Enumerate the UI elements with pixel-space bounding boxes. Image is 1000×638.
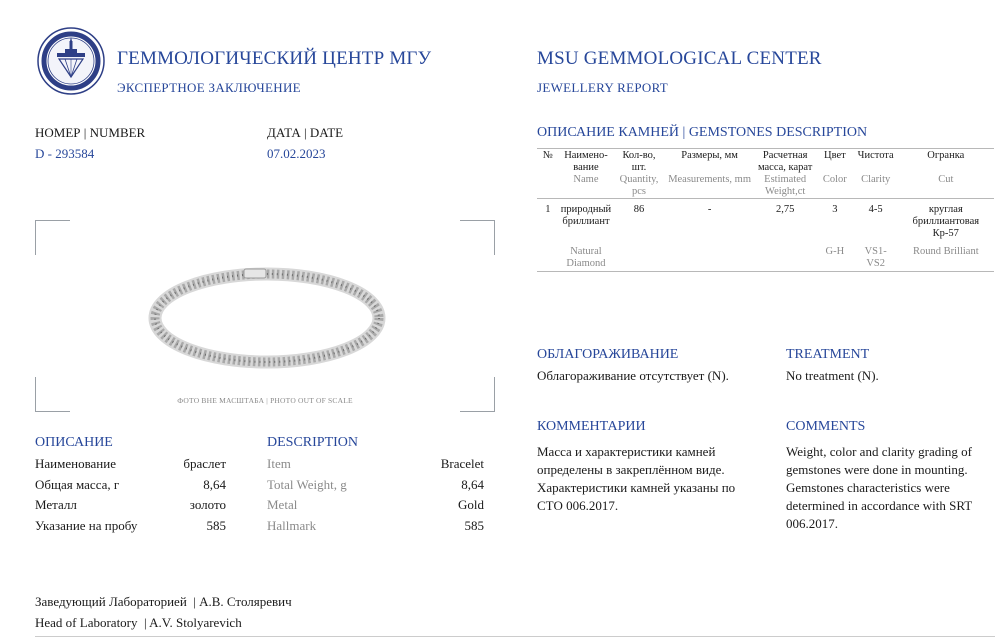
col-weight-header-en: Estimated Weight,ct [764,174,807,197]
desc-ru-label: Наименование [35,456,116,471]
col-size-header: Размеры, мм [665,149,754,175]
photo-frame [35,220,495,412]
desc-ru-value: золото [189,497,226,512]
desc-en-value: Gold [458,497,484,512]
treatment-en-text: No treatment (N). [786,368,879,383]
col-no-header: № [537,149,559,175]
gemstones-table [537,148,994,272]
comments-en-heading: COMMENTS [786,419,866,434]
desc-ru-value: 585 [206,518,226,533]
desc-ru-row [35,456,226,472]
desc-en-label: Hallmark [267,518,317,533]
desc-en-row [267,497,484,513]
table-row [537,199,994,241]
desc-ru-value: 8,64 [203,477,226,492]
desc-en-row [267,518,484,534]
photo-caption: ФОТО ВНЕ МАСШТАБА | PHOTO OUT OF SCALE [177,396,353,405]
row-color-en: G-H [816,240,854,272]
frame-corner-top-right [460,220,495,255]
desc-ru-row [35,477,226,493]
msu-seal-logo [37,27,105,95]
col-color-header: Цвет [816,149,854,175]
signature-ru: Заведующий Лабораторией | А.В. Столяревич [35,594,292,609]
col-qty-header: Кол-во, шт. [613,149,665,175]
desc-en-value: Bracelet [440,456,484,471]
date-label: ДАТА | DATE [267,125,344,140]
col-qty-header-en: Quantity, pcs [619,174,659,197]
date-value: 07.02.2023 [267,146,326,161]
number-label: НОМЕР | NUMBER [35,125,146,140]
desc-en-value: 8,64 [461,477,484,492]
col-cut-header: Огранка [898,149,994,175]
desc-en-label: Total Weight, g [267,477,347,492]
row-clarity: 4-5 [854,199,898,241]
ru-title: ГЕММОЛОГИЧЕСКИЙ ЦЕНТР МГУ [117,48,432,69]
col-size-header-en: Measurements, mm [668,174,752,185]
description-en-heading: DESCRIPTION [267,435,359,450]
desc-ru-row [35,497,226,513]
gemstones-heading: ОПИСАНИЕ КАМНЕЙ | GEMSTONES DESCRIPTION [537,125,868,140]
desc-ru-value: браслет [183,456,226,471]
frame-corner-top-left [35,220,70,255]
desc-en-label: Metal [267,497,298,512]
treatment-ru-text: Облагораживание отсутствует (N). [537,368,729,383]
desc-en-row [267,456,484,472]
table-row-en [537,240,994,272]
number-value: D - 293584 [35,146,95,161]
desc-ru-row [35,518,226,534]
row-cut: круглая бриллиантовая Кр-57 [898,199,994,241]
desc-ru-label: Металл [35,497,77,512]
col-cut-header-en: Cut [938,174,954,185]
col-color-header-en: Color [822,174,847,185]
desc-ru-label: Общая масса, г [35,477,120,492]
comments-ru-heading: КОММЕНТАРИИ [537,419,646,434]
row-no: 1 [537,199,559,241]
bracelet-photo [140,258,395,378]
bottom-divider [35,636,995,637]
description-ru-heading: ОПИСАНИЕ [35,435,113,450]
col-weight-header: Расчетная масса, карат [754,149,816,175]
row-color: 3 [816,199,854,241]
comments-ru-text: Масса и характеристики камней определены в закреплённом виде. Характеристики камней указаны по СТО 006.2017. [537,444,736,513]
col-name-header-en: Name [573,174,599,185]
row-qty: 86 [613,199,665,241]
row-clarity-en: VS1-VS2 [854,240,898,272]
row-weight: 2,75 [754,199,816,241]
col-name-header: Наимено-вание [559,149,613,175]
table-header-row-en [537,174,994,199]
desc-en-row [267,477,484,493]
frame-corner-bottom-right [460,377,495,412]
en-title: MSU GEMMOLOGICAL CENTER [537,48,822,69]
row-size: - [665,199,754,241]
frame-corner-bottom-left [35,377,70,412]
ru-subtitle: ЭКСПЕРТНОЕ ЗАКЛЮЧЕНИЕ [117,80,301,95]
desc-ru-label: Указание на пробу [35,518,138,533]
comments-en-text: Weight, color and clarity grading of gemstones were done in mounting. Gemstones characteristics were determined in accordance with SRT 006.2017. [786,444,972,531]
col-clarity-header-en: Clarity [861,174,891,185]
treatment-en-heading: TREATMENT [786,347,870,362]
en-subtitle: JEWELLERY REPORT [537,80,669,95]
desc-en-label: Item [267,456,291,471]
signature-en: Head of Laboratory | A.V. Stolyarevich [35,615,242,630]
row-name: природный бриллиант [559,199,613,241]
row-name-en: Natural Diamond [559,240,613,272]
col-clarity-header: Чистота [854,149,898,175]
desc-en-value: 585 [464,518,484,533]
row-cut-en: Round Brilliant [898,240,994,272]
table-header-row-ru [537,149,994,175]
treatment-ru-heading: ОБЛАГОРАЖИВАНИЕ [537,347,679,362]
